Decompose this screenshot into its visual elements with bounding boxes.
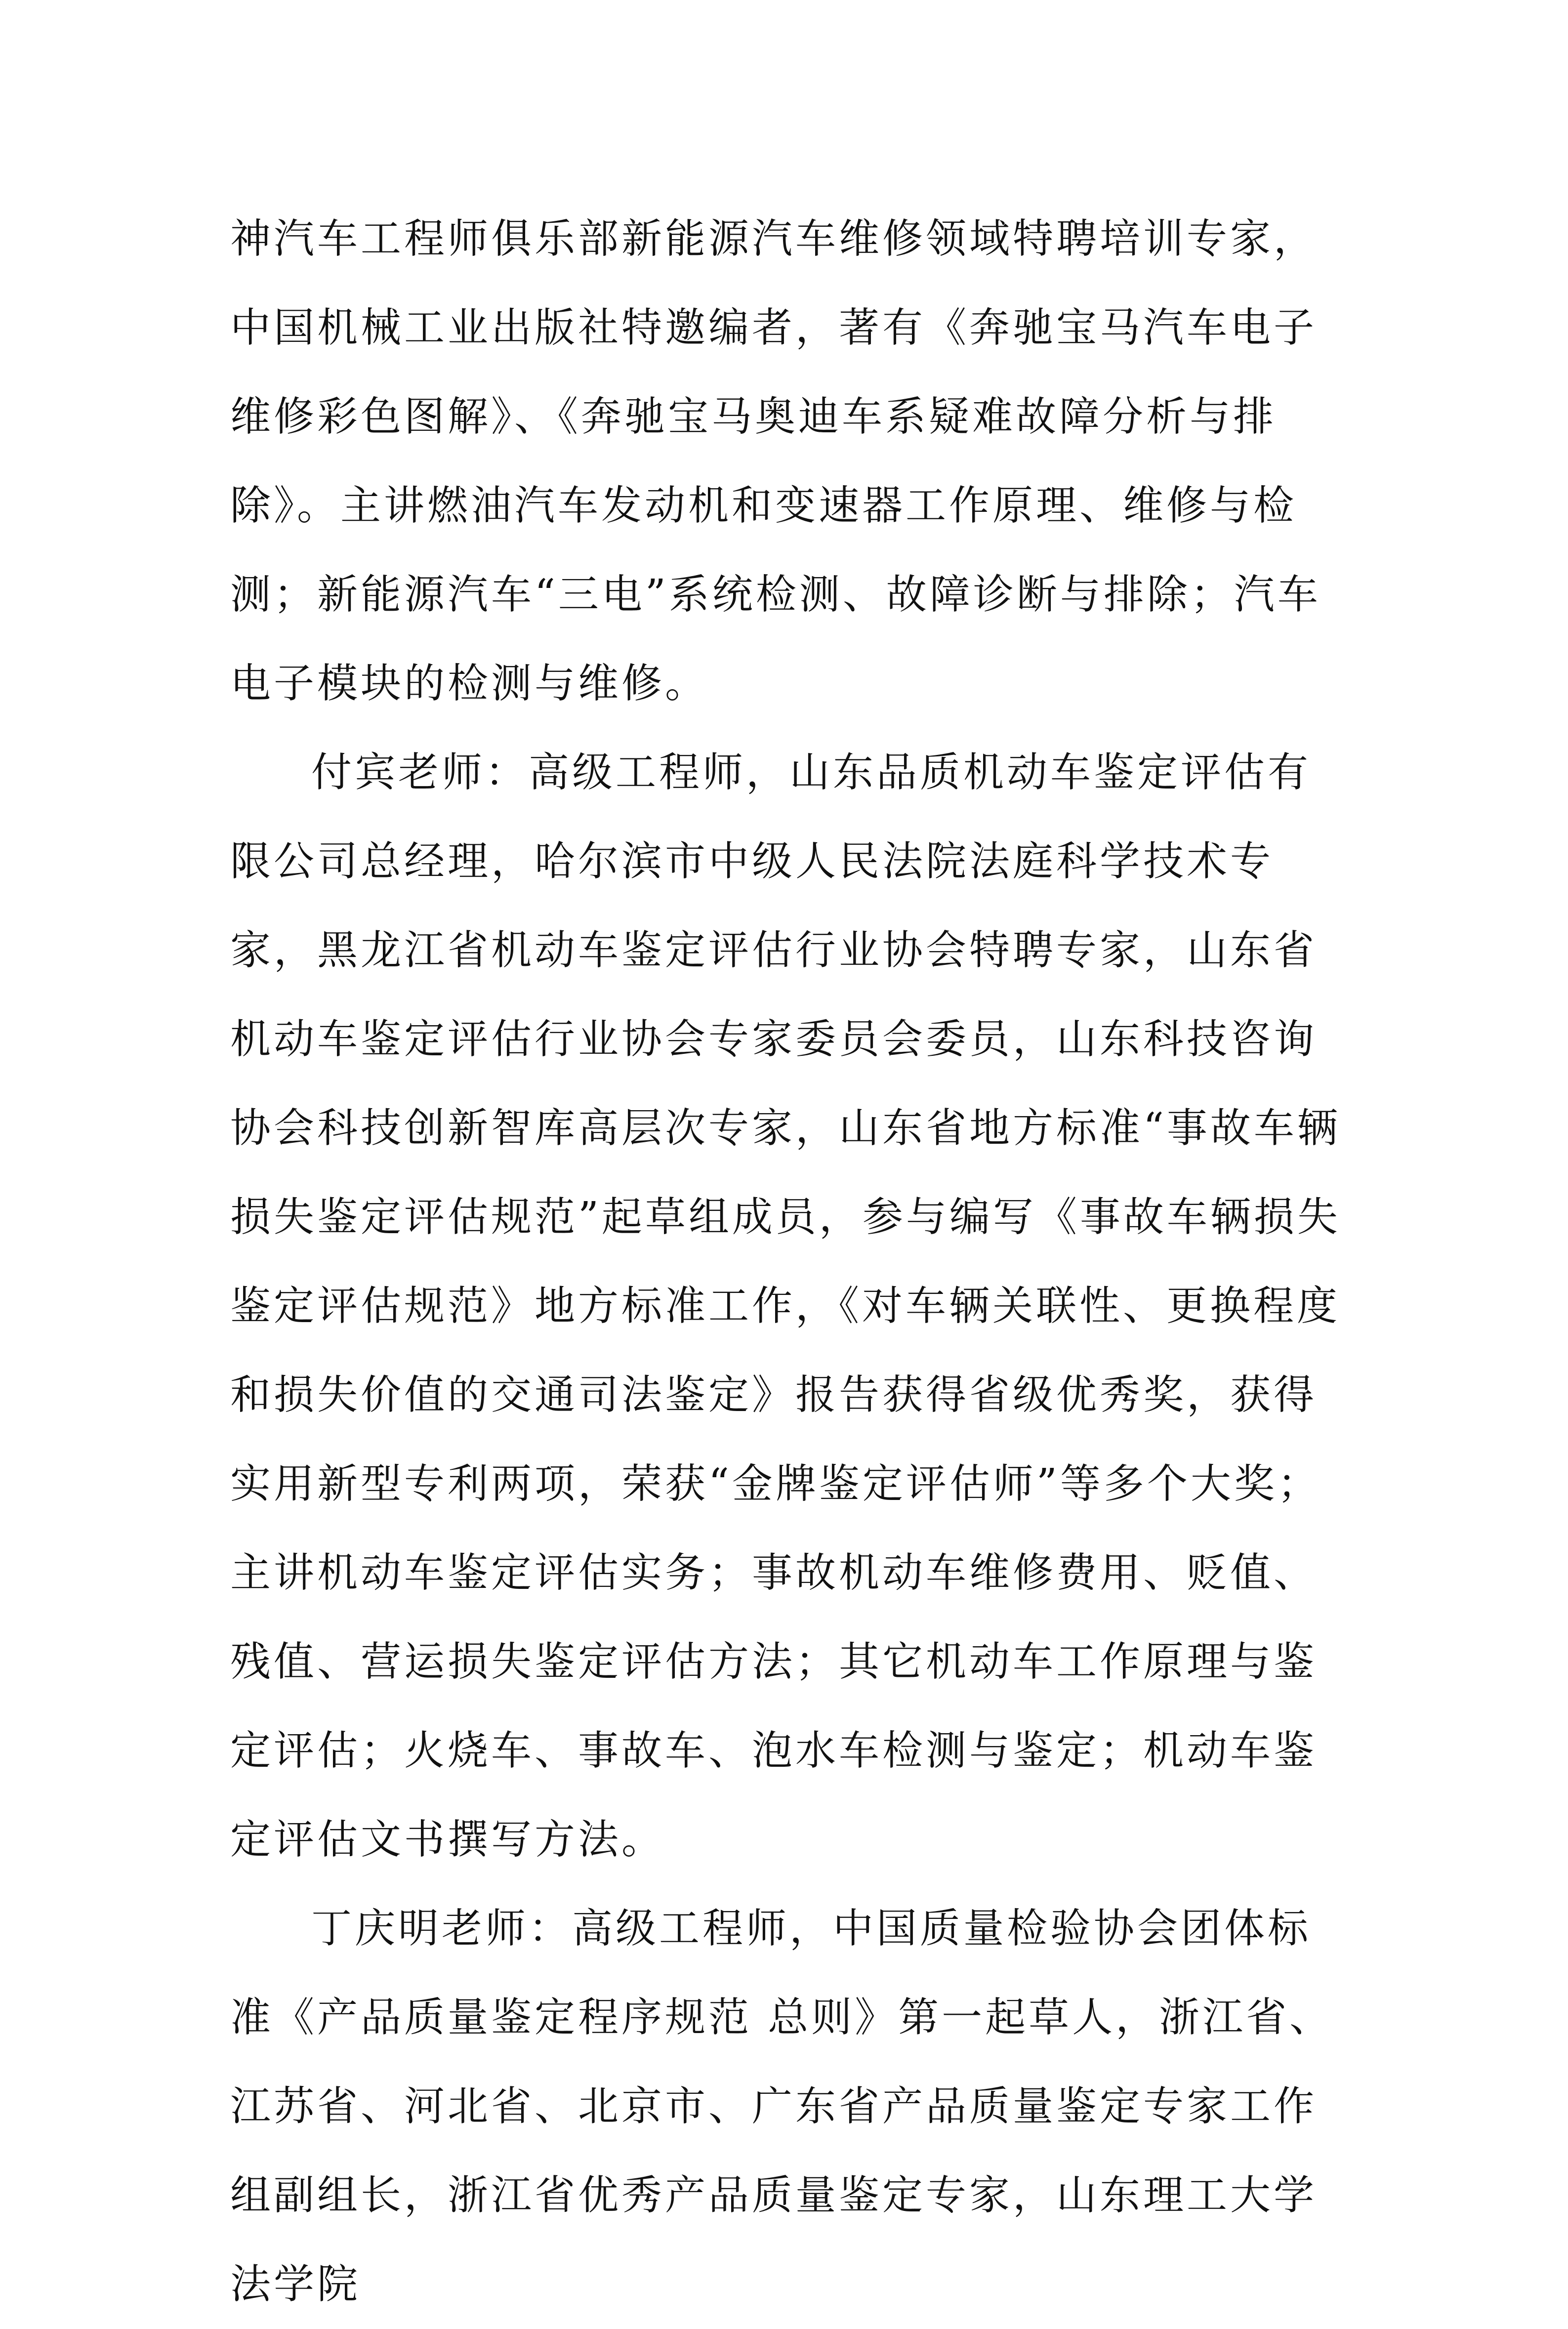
paragraph-continued-bio: 神汽车工程师俱乐部新能源汽车维修领域特聘培训专家，中国机械工业出版社特邀编者，著有《奔驰宝马汽车电子维修彩色图解》、《奔驰宝马奥迪车系疑难故障分析与排除》。主讲燃油汽车发动机和变速器工作原理、维修与检测；新能源汽车“三电”系统检测、故障诊断与排除；汽车电子模块的检测与维修。: [230, 215, 1321, 707]
body-text: [230, 195, 1352, 2329]
paragraph-ding-qingming-bio: 丁庆明老师：高级工程师，中国质量检验协会团体标准《产品质量鉴定程序规范 总则》第一起草人，浙江省、江苏省、河北省、北京市、广东省产品质量鉴定专家工作组副组长，浙江省优秀产品质量鉴定专家，山东理工大学法学院: [230, 1905, 1333, 2308]
paragraph-fu-bin-bio: 付宾老师：高级工程师，山东品质机动车鉴定评估有限公司总经理，哈尔滨市中级人民法院法庭科学技术专家，黑龙江省机动车鉴定评估行业协会特聘专家，山东省机动车鉴定评估行业协会专家委员会委员，山东科技咨询协会科技创新智库高层次专家，山东省地方标准“事故车辆损失鉴定评估规范”起草组成员，参与编写《事故车辆损失鉴定评估规范》地方标准工作，《对车辆关联性、更换程度和损失价值的交通司法鉴定》报告获得省级优秀奖，获得实用新型专利两项，荣获“金牌鉴定评估师”等多个大奖；主讲机动车鉴定评估实务；事故机动车维修费用、贬值、残值、营运损失鉴定评估方法；其它机动车工作原理与鉴定评估；火烧车、事故车、泡水车检测与鉴定；机动车鉴定评估文书撰写方法。: [230, 749, 1341, 1863]
